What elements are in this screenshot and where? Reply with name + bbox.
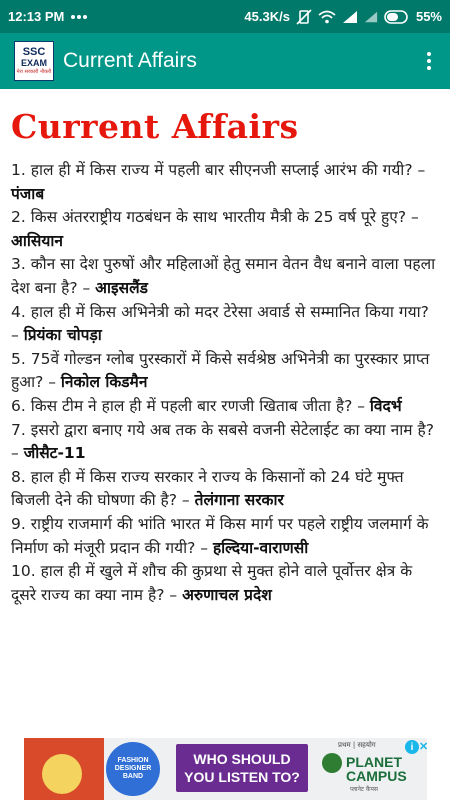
question-item (11, 301, 438, 348)
article-content[interactable] (0, 89, 450, 737)
wifi-icon (318, 10, 336, 24)
notification-dots-icon (70, 12, 88, 22)
question-text: 6. किस टीम ने हाल ही में पहली बार रणजी खिताब जीता है? – (11, 396, 370, 415)
question-text: 4. हाल ही में किस अभिनेत्री को मदर टेरेसा अवार्ड से सम्मानित किया गया? – (11, 302, 429, 345)
ad-banner[interactable] (24, 738, 427, 800)
question-item (11, 419, 438, 466)
answer-text: जीसैट-11 (23, 444, 86, 463)
question-item (11, 560, 438, 607)
question-list (11, 159, 438, 607)
ad-bottle-image (24, 738, 104, 800)
app-logo: SSC EXAM मेरा सरकारी नौकरी (14, 41, 54, 81)
page-title: Current Affairs (11, 107, 299, 146)
ad-close-icon[interactable]: ✕ (419, 741, 429, 753)
question-item (11, 513, 438, 560)
question-text: 9. राष्ट्रीय राजमार्ग की भांति भारत में किस मार्ग पर पहले राष्ट्रीय जलमार्ग के निर्माण को मंजूरी प्रदान की गयी? – (11, 514, 429, 557)
question-text: 8. हाल ही में किस राज्य सरकार ने राज्य के किसानों को 24 घंटे मुफ्त बिजली देने की घोषणा की है? – (11, 467, 404, 510)
ad-info-icon[interactable]: i (405, 740, 419, 754)
question-text: 3. कौन सा देश पुरुषों और महिलाओं हेतु समान वेतन वैध बनाने वाला पहला देश बना है? – (11, 255, 436, 297)
battery-percent: 55% (415, 9, 442, 24)
question-item (11, 466, 438, 513)
question-text: 7. इसरो द्वारा बनाए गये अब तक के सबसे वजनी सेटेलाईट का क्या नाम है? – (11, 420, 434, 463)
vibrate-off-icon (296, 9, 312, 25)
answer-text: निकोल किडमैन (60, 373, 148, 392)
question-item (11, 395, 438, 419)
planet-logo-icon (322, 753, 342, 773)
question-text: 2. किस अंतरराष्ट्रीय गठबंधन के साथ भारतीय मैत्री के 25 वर्ष पूरे हुए? – (11, 208, 419, 227)
signal-icon-2 (364, 10, 378, 24)
signal-icon (342, 10, 358, 24)
status-bar (0, 0, 450, 33)
status-time: 12:13 PM (8, 9, 65, 24)
question-item (11, 159, 438, 206)
answer-text: अरुणाचल प्रदेश (182, 585, 272, 604)
question-text: 5. 75वें गोल्डन ग्लोब पुरस्कारों में किसे सर्वश्रेष्ठ अभिनेत्री का पुरस्कार प्राप्त हुआ? – (11, 349, 430, 392)
answer-text: आइसलैंड (95, 278, 148, 297)
ad-pack-badge: FASHION DESIGNER BAND (106, 742, 160, 796)
ad-headline: WHO SHOULD YOU LISTEN TO? (176, 744, 308, 792)
answer-text: आसियान (11, 231, 63, 250)
ad-brand: प्रथम | सहयोग PLANET CAMPUS प्लानेट कैंपस (316, 741, 420, 797)
question-item (11, 253, 438, 300)
question-text: 1. हाल ही में किस राज्य में पहली बार सीएनजी सप्लाई आरंभ की गयी? – (11, 161, 426, 179)
question-text: 10. हाल ही में खुले में शौच की कुप्रथा से मुक्त होने वाले पूर्वोत्तर क्षेत्र के दूसरे राज्य का क्या नाम है? – (11, 562, 413, 604)
app-title: Current Affairs (63, 49, 197, 72)
answer-text: पंजाब (11, 184, 45, 203)
answer-text: प्रियंका चोपड़ा (23, 326, 102, 345)
answer-text: हल्दिया-वाराणसी (212, 538, 309, 557)
app-bar (0, 33, 450, 89)
question-item (11, 206, 438, 253)
battery-icon (384, 10, 410, 24)
answer-text: विदर्भ (369, 396, 402, 415)
question-item (11, 348, 438, 395)
answer-text: तेलंगाना सरकार (194, 491, 284, 510)
overflow-menu-icon[interactable] (418, 41, 440, 81)
network-speed: 45.3K/s (244, 9, 290, 24)
